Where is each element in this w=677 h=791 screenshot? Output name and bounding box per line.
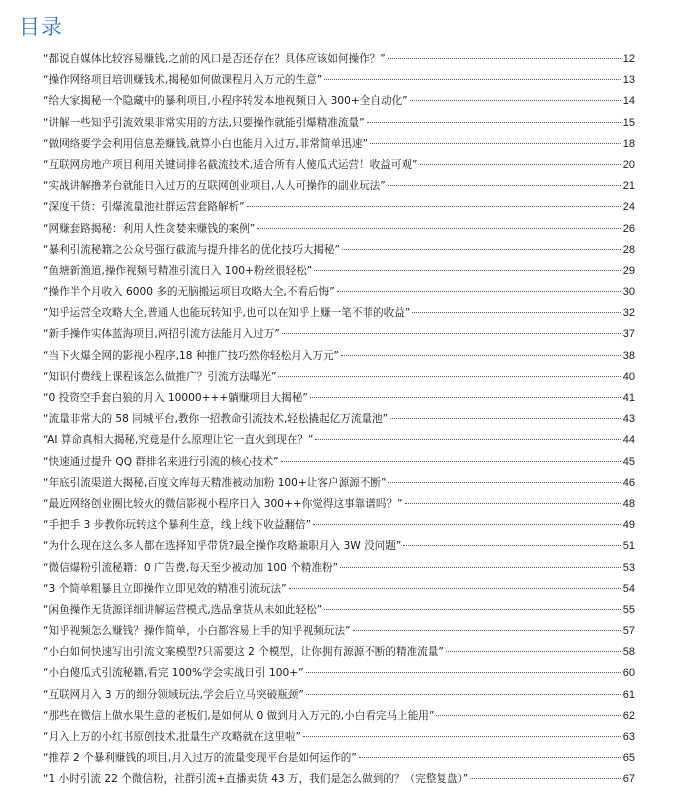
- toc-entry[interactable]: [43, 197, 635, 218]
- toc-page-number[interactable]: 46: [622, 476, 635, 489]
- toc-entry[interactable]: [43, 621, 635, 642]
- toc-page-number[interactable]: 45: [622, 455, 635, 468]
- toc-entry[interactable]: [43, 473, 635, 494]
- dot-leader: [353, 630, 621, 631]
- toc-page-number[interactable]: 53: [622, 561, 635, 574]
- dot-leader: [370, 143, 621, 144]
- dot-leader: [257, 228, 620, 229]
- toc-entry-title[interactable]: “手把手 3 步教你玩转这个暴利生意，线上线下收益翻倍”: [43, 519, 312, 532]
- dot-leader: [289, 588, 621, 589]
- toc-entry-title[interactable]: “鱼塘新渔道,操作视频号精准引流日入 100+粉丝很轻松”: [43, 264, 313, 277]
- toc-entry[interactable]: [43, 409, 635, 430]
- toc-entry-title[interactable]: “知乎运营全攻略大全,普通人也能玩转知乎,也可以在知乎上赚一笔不菲的收益”: [43, 307, 411, 320]
- toc-page-number[interactable]: 24: [622, 201, 635, 214]
- dot-leader: [306, 672, 621, 673]
- toc-entry-title[interactable]: “流量非常大的 58 同城平台,教你一招教命引流技术,轻松撬起亿万流量池”: [43, 413, 389, 426]
- toc-entry-title[interactable]: “小白傻瓜式引流秘籍,看完 100%学会实战日引 100+”: [43, 667, 304, 680]
- toc-page-number[interactable]: 38: [622, 349, 635, 362]
- toc-entry[interactable]: [43, 663, 635, 684]
- toc-page-number[interactable]: 15: [622, 116, 635, 129]
- dot-leader: [247, 206, 621, 207]
- toc-entry-title[interactable]: “实战讲解撸茅台就能日入过万的互联网创业项目,人人可操作的副业玩法”: [43, 180, 386, 193]
- toc-entry-title[interactable]: “互联网房地产项目利用关键词排名截流技术,适合所有人傻瓜式运营！收益可观”: [43, 158, 418, 171]
- dot-leader: [388, 185, 621, 186]
- toc-entry[interactable]: [43, 600, 635, 621]
- toc-page-number[interactable]: 61: [622, 688, 635, 701]
- toc-entry-title[interactable]: “1 小时引流 22 个微信粉，社群引流+直播卖货 43 万，我们是怎么做到的？（完整复盘）”: [43, 773, 469, 786]
- toc-entry-title[interactable]: “快速通过提升 QQ 群排名来进行引流的核心技术”: [43, 455, 279, 468]
- toc-page-number[interactable]: 49: [622, 519, 635, 532]
- toc-entry[interactable]: [43, 282, 635, 303]
- toc-page-number[interactable]: 62: [622, 709, 635, 722]
- toc-entry-title[interactable]: “讲解一些知乎引流效果非常实用的方法,只要操作就能引爆精准流量”: [43, 116, 365, 129]
- toc-entry-title[interactable]: “为什么现在这么多人都在选择知乎带货?最全操作攻略兼职月入 3W 没问题”: [43, 540, 402, 553]
- toc-page-number[interactable]: 65: [622, 752, 635, 765]
- toc-page-number[interactable]: 20: [622, 158, 635, 171]
- toc-entry-title[interactable]: “最近网络创业圈比较火的微信影视小程序日入 300++你觉得这事靠谱吗？”: [43, 497, 403, 510]
- toc-entry-title[interactable]: “深度干货：引爆流量池社群运营套路解析”: [43, 201, 245, 214]
- toc-entry[interactable]: [43, 303, 635, 324]
- dot-leader: [446, 651, 621, 652]
- toc-entry[interactable]: [43, 748, 635, 769]
- toc-entry-title[interactable]: “0 投资空手套白狼的月入 10000+++躺赚项目大揭秘”: [43, 392, 308, 404]
- toc-entry-title[interactable]: “当下火爆全网的影视小程序,18 种推广技巧然你轻松月入万元”: [43, 349, 340, 362]
- dot-leader: [310, 397, 621, 398]
- toc-entry-title[interactable]: “闲鱼操作无货源详细讲解运营模式,选品拿货从未如此轻松”: [43, 603, 323, 616]
- toc-entry-title[interactable]: “知识付费线上课程该怎么做推广？引流方法曝光”: [43, 370, 277, 383]
- toc-entry[interactable]: [43, 685, 635, 706]
- toc-entry[interactable]: [43, 134, 635, 155]
- dot-leader: [340, 567, 621, 568]
- toc-entry-title[interactable]: “网赚套路揭秘：利用人性贪婪来赚钱的案例”: [43, 222, 256, 235]
- toc-page-number[interactable]: 37: [622, 328, 635, 341]
- toc-page-number[interactable]: 40: [622, 370, 635, 383]
- dot-leader: [303, 736, 621, 737]
- dot-leader: [281, 461, 621, 462]
- dot-leader: [412, 312, 620, 313]
- toc-entry-title[interactable]: “微信爆粉引流秘籍：0 广告费,每天至少被动加 100 个精准粉”: [43, 561, 339, 574]
- dot-leader: [367, 122, 621, 123]
- dot-leader: [390, 418, 621, 419]
- toc-entry[interactable]: [43, 727, 635, 748]
- toc-page-number[interactable]: 43: [622, 413, 635, 426]
- dot-leader: [313, 524, 621, 525]
- toc-entry[interactable]: [43, 367, 635, 388]
- dot-leader: [410, 100, 621, 101]
- toc-entry[interactable]: [43, 515, 635, 536]
- toc-entry-title[interactable]: “互联网月入 3 万的细分领域玩法,学会后立马突破瓶颈”: [43, 688, 304, 701]
- toc-page-number[interactable]: 29: [622, 264, 635, 277]
- toc-page-number[interactable]: 55: [622, 603, 635, 616]
- toc-entry-title[interactable]: “新手操作实体蓝海项目,两招引流方法能月入过万”: [43, 328, 280, 341]
- dot-leader: [324, 609, 621, 610]
- toc-entry[interactable]: [43, 388, 635, 409]
- toc-title: 目录: [19, 15, 63, 39]
- dot-leader: [359, 757, 621, 758]
- toc-entry[interactable]: [43, 346, 635, 367]
- dot-leader: [342, 249, 621, 250]
- dot-leader: [388, 58, 621, 59]
- toc-entry-title[interactable]: “操作半个月收入 6000 多的无脑搬运项目攻略大全,不看后悔”: [43, 286, 335, 299]
- toc-entry[interactable]: [43, 642, 635, 663]
- dot-leader: [388, 482, 620, 483]
- toc-entry[interactable]: [43, 91, 635, 112]
- toc-entry[interactable]: [43, 452, 635, 473]
- toc-entry[interactable]: [43, 769, 635, 790]
- dot-leader: [282, 333, 621, 334]
- toc-entry[interactable]: [43, 155, 635, 176]
- toc-page-number[interactable]: 41: [622, 392, 635, 404]
- toc-entry[interactable]: [43, 324, 635, 345]
- toc-page-number[interactable]: 51: [622, 540, 635, 553]
- toc-entry-title[interactable]: “AI 算命真相大揭秘,究竟是什么原理让它一直火到现在？”: [43, 434, 314, 447]
- toc-page-number[interactable]: 21: [622, 180, 635, 193]
- toc-entry-title[interactable]: “知乎视频怎么赚钱？操作简单，小白都容易上手的知乎视频玩法”: [43, 625, 351, 638]
- toc-entry-title[interactable]: “小白如何快速写出引流文案模型?只需要这 2 个模型，让你拥有源源不断的精准流量”: [43, 646, 444, 659]
- dot-leader: [341, 355, 621, 356]
- toc-page-number[interactable]: 60: [622, 667, 635, 680]
- toc-page-number[interactable]: 63: [622, 731, 635, 743]
- toc-entry[interactable]: [43, 49, 635, 70]
- toc-page-number[interactable]: 28: [622, 243, 635, 256]
- toc-entry[interactable]: [43, 706, 635, 727]
- toc-entry[interactable]: [43, 536, 635, 557]
- dot-leader: [315, 439, 620, 440]
- dot-leader: [436, 715, 620, 716]
- toc-entry-title[interactable]: “推荐 2 个暴利赚钱的项目,月入过万的流量变现平台是如何运作的”: [43, 752, 357, 765]
- toc-page-number[interactable]: 57: [622, 625, 635, 638]
- toc-page-number[interactable]: 30: [622, 286, 635, 299]
- toc-page-number[interactable]: 18: [622, 137, 635, 150]
- dot-leader: [278, 376, 620, 377]
- toc-page-number[interactable]: 12: [622, 53, 635, 65]
- toc-page-number[interactable]: 54: [622, 582, 635, 595]
- toc-page-number[interactable]: 14: [622, 95, 635, 108]
- toc-page-number[interactable]: 48: [622, 497, 635, 510]
- toc-entry[interactable]: [43, 261, 635, 282]
- toc-page-number[interactable]: 58: [622, 646, 635, 659]
- toc-list: [43, 49, 635, 791]
- dot-leader: [324, 79, 621, 80]
- toc-entry[interactable]: [43, 558, 635, 579]
- toc-page-number[interactable]: 26: [622, 222, 635, 235]
- dot-leader: [470, 778, 620, 779]
- dot-leader: [306, 694, 621, 695]
- toc-entry-title[interactable]: “都说自媒体比较容易赚钱,之前的风口是否还存在？具体应该如何操作？”: [43, 53, 386, 65]
- toc-entry[interactable]: [43, 113, 635, 134]
- toc-entry[interactable]: [43, 219, 635, 240]
- toc-entry-title[interactable]: “3 个简单粗暴且立即操作立即见效的精准引流玩法”: [43, 582, 287, 595]
- toc-entry[interactable]: [43, 494, 635, 515]
- toc-entry-title[interactable]: “年底引流渠道大揭秘,百度文库每天精准被动加粉 100+让客户源源不断”: [43, 476, 387, 489]
- toc-entry[interactable]: [43, 70, 635, 91]
- toc-entry-title[interactable]: “暴利引流秘籍之公众号强行截流与提升排名的优化技巧大揭秘”: [43, 243, 341, 256]
- toc-entry-title[interactable]: “月入上万的小红书原创技术,批量生产攻略就在这里啦”: [43, 731, 301, 743]
- toc-entry-title[interactable]: “给大家揭秘一个隐藏中的暴利项目,小程序转发本地视频日入 300+全自动化”: [43, 95, 408, 108]
- dot-leader: [314, 270, 620, 271]
- toc-entry[interactable]: [43, 240, 635, 261]
- toc-page-number[interactable]: 32: [622, 307, 635, 320]
- toc-entry-title[interactable]: “操作网络项目培训赚钱术,揭秘如何做课程月入万元的生意”: [43, 74, 323, 87]
- toc-entry[interactable]: [43, 579, 635, 600]
- toc-page-number[interactable]: 67: [622, 773, 635, 786]
- dot-leader: [405, 503, 621, 504]
- toc-page-number[interactable]: 44: [622, 434, 635, 447]
- dot-leader: [403, 545, 620, 546]
- toc-page-number[interactable]: 13: [622, 74, 635, 87]
- dot-leader: [337, 291, 621, 292]
- toc-entry[interactable]: [43, 430, 635, 451]
- dot-leader: [420, 164, 621, 165]
- toc-entry[interactable]: [43, 176, 635, 197]
- toc-entry-title[interactable]: “那些在微信上做水果生意的老板们,是如何从 0 做到月入万元的,小白看完马上能用”: [43, 709, 435, 722]
- toc-entry-title[interactable]: “做网络要学会利用信息差赚钱,就算小白也能月入过万,非常简单迅速”: [43, 137, 368, 150]
